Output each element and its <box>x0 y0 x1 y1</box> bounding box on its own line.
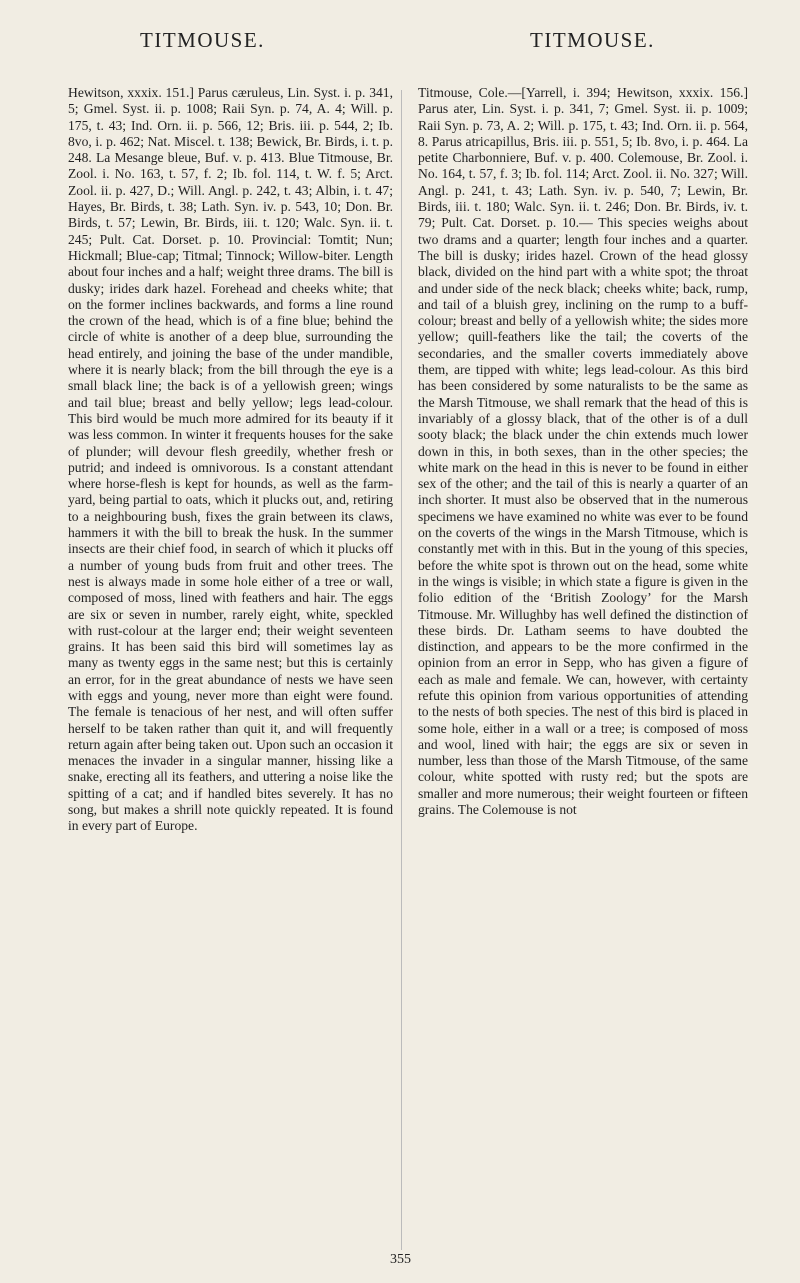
page-number: 355 <box>390 1252 411 1267</box>
left-column <box>68 85 393 835</box>
cole-titmouse-entry: Titmouse, Cole.—[Yarrell, i. 394; Hewitson, xxxix. 156.] Parus ater, Lin. Syst. i. p. 341, 7; Gmel. Syst. ii. p. 1009; Raii Syn. p. 73, A. 2; Will. p. 175, t. 43; Ind. Orn. ii. p. 564, 8. Parus atricapillus, Bris. iii. p. 551, 5; Ib. 8vo, i. p. 464. La petite Charbonniere, Buf. v. p. 400. Colemouse, Br. Zool. i. No. 164, t. 57, f. 3; Ib. fol. 114; Arct. Zool. ii. No. 327; Will. Angl. p. 241, t. 43; Lath. Syn. iv. p. 540, 7; Lewin, Br. Birds, iii. t. 180; Walc. Syn. ii. t. 246; Don. Br. Birds, iv. t. 79; Pult. Cat. Dorset. p. 10.— This species weighs about two drams and a quarter; length four inches and a quarter. The bill is dusky; irides hazel. Crown of the head glossy black, divided on the hind part with a white spot; the throat and under side of the neck black; cheeks white; back, rump, and tail of a bluish grey, inclining on the rump to a buff-colour; breast and belly of a yellowish white; the sides more yellow; quill-feathers like the tail; the coverts of the secondaries, and the smaller coverts immediately above them, are tipped with white; legs lead-colour. As this bird has been considered by some naturalists to be the same as the Marsh Titmouse, we shall remark that the head of this is invariably of a glossy black, that of the other is of a dull sooty black; the black under the chin extends much lower down in this, in both sexes, than in the other species; the white mark on the head in this is never to be found in either sex of the other; and the tail of this is nearly a quarter of an inch shorter. It must also be observed that in the numerous specimens we have examined no white was ever to be found on the coverts of the wings in the Marsh Titmouse, which is constantly met with in this. But in the young of this species, before the white spot is thrown out on the head, some white in the wings is visible; in which state a figure is given in the folio edition of the ‘British Zoology’ for the Marsh Titmouse. Mr. Willughby has well defined the distinction of these birds. Dr. Latham seems to have doubted the distinction, and appears to be the more confirmed in the opinion from an error in Sepp, who has given a figure of each as male and female. We can, however, with certainty refute this opinion from various opportunities of attending to the nests of both species. The nest of this bird is placed in some hole, either in a wall or a tree; is composed of moss and wool, lined with hair; the eggs are six or seven in number, less than those of the Marsh Titmouse, of the same colour, white spotted with rusty red; but the spots are smaller and more numerous; their weight fourteen or fifteen grains. The Colemouse is not <box>418 85 748 818</box>
column-divider <box>401 90 402 1250</box>
running-head-left: TITMOUSE. <box>140 28 265 52</box>
blue-titmouse-entry: Hewitson, xxxix. 151.] Parus cæruleus, Lin. Syst. i. p. 341, 5; Gmel. Syst. ii. p. 1008; Raii Syn. p. 74, A. 4; Will. p. 175, t. 43; Ind. Orn. ii. p. 566, 12; Bris. iii. p. 544, 2; Ib. 8vo, i. p. 462; Nat. Miscel. t. 138; Bewick, Br. Birds, i. t. p. 248. La Mesange bleue, Buf. v. p. 413. Blue Titmouse, Br. Zool. i. No. 163, t. 57, f. 2; Ib. fol. 114, t. W. f. 5; Arct. Zool. ii. p. 427, D.; Will. Angl. p. 242, t. 43; Albin, i. t. 47; Hayes, Br. Birds, t. 38; Lath. Syn. iv. p. 543, 10; Don. Br. Birds, t. 57; Lewin, Br. Birds, iii. t. 120; Walc. Syn. ii. t. 245; Pult. Cat. Dorset. p. 10. Provincial: Tomtit; Nun; Hickmall; Blue-cap; Titmal; Tinnock; Willow-biter. Length about four inches and a half; weight three drams. The bill is dusky; irides dark hazel. Forehead and cheeks white; that on the former inclines backwards, and forms a line round the crown of the head, which is of a fine blue; behind the circle of white is another of a deep blue, surrounding the head entirely, and joining the base of the under mandible, where it is nearly black; from the bill through the eye is a small black line; the back is of a yellowish green; wings and tail blue; breast and belly yellow; legs lead-colour. This bird would be much more admired for its beauty if it was less common. In winter it frequents houses for the sake of plunder; will devour flesh greedily, whether fresh or putrid; and indeed is omnivorous. Is a constant attendant where horse-flesh is kept for hounds, as well as the farm-yard, being partial to oats, which it plucks out, and, retiring to a neighbouring bush, fixes the grain between its claws, hammers it with the bill to break the husk. In the summer insects are their chief food, in search of which it plucks off a number of young buds from fruit and other trees. The nest is always made in some hole either of a tree or wall, composed of moss, lined with feathers and hair. The eggs are six or seven in number, rarely eight, white, speckled with rust-colour at the larger end; their weight seventeen grains. It has been said this bird will sometimes lay as many as twenty eggs in the same nest; but this is certainly an error, for in the great abundance of nests we have seen with eggs and young, never more than eight were found. The female is tenacious of her nest, and will often suffer herself to be taken rather than quit it, and will frequently return again after being taken out. Upon such an occasion it menaces the invader in a singular manner, hissing like a snake, erecting all its feathers, and uttering a noise like the spitting of a cat; and if handled bites severely. It has no song, but makes a shrill note quickly repeated. It is found in every part of Europe. <box>68 85 393 834</box>
running-head-right: TITMOUSE. <box>530 28 655 52</box>
right-column <box>418 85 748 818</box>
